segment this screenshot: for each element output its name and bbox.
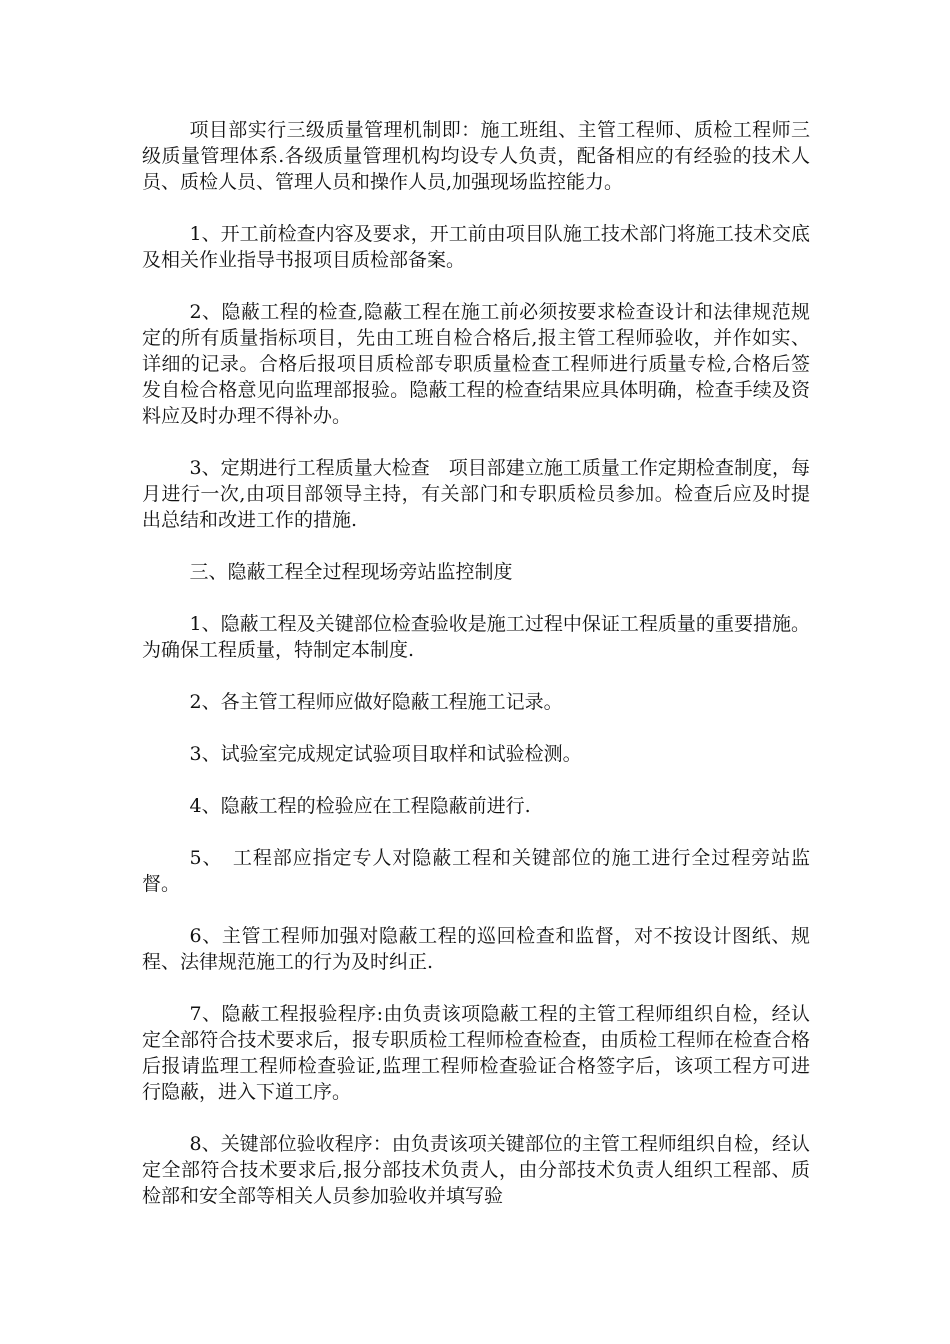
section-heading-3: 三、隐蔽工程全过程现场旁站监控制度 xyxy=(189,561,513,583)
paragraph-section3-item-5: 5、 工程部应指定专人对隐蔽工程和关键部位的施工进行全过程旁站监督。 xyxy=(142,847,810,895)
paragraph-quality-system: 项目部实行三级质量管理机制即：施工班组、主管工程师、质检工程师三级质量管理体系.各级质量管理机构均设专人负责，配备相应的有经验的技术人员、质检人员、管理人员和操作人员,加强现场监控能力。 xyxy=(142,119,810,193)
document-body xyxy=(142,117,810,1235)
paragraph-item-1-pre-construction: 1、开工前检查内容及要求，开工前由项目队施工技术部门将施工技术交底及相关作业指导书报项目质检部备案。 xyxy=(142,223,810,271)
paragraph-section3-item-1: 1、隐蔽工程及关键部位检查验收是施工过程中保证工程质量的重要措施。为确保工程质量，特制定本制度. xyxy=(142,613,810,661)
paragraph-section3-item-2: 2、各主管工程师应做好隐蔽工程施工记录。 xyxy=(189,691,563,713)
paragraph-section3-item-7: 7、隐蔽工程报验程序:由负责该项隐蔽工程的主管工程师组织自检，经认定全部符合技术要求后，报专职质检工程师检查检查，由质检工程师在检查合格后报请监理工程师检查验证,监理工程师检查验证合格签字后，该项工程方可进行隐蔽，进入下道工序。 xyxy=(142,1003,810,1103)
paragraph-section3-item-8: 8、关键部位验收程序：由负责该项关键部位的主管工程师组织自检，经认定全部符合技术要求后,报分部技术负责人，由分部技术负责人组织工程部、质检部和安全部等相关人员参加验收并填写验 xyxy=(142,1133,810,1207)
paragraph-item-3-periodic-inspection: 3、定期进行工程质量大检查 项目部建立施工质量工作定期检查制度，每月进行一次,由项目部领导主持，有关部门和专职质检员参加。检查后应及时提出总结和改进工作的措施. xyxy=(142,457,810,531)
paragraph-section3-item-4: 4、隐蔽工程的检验应在工程隐蔽前进行. xyxy=(189,795,531,817)
paragraph-section3-item-6: 6、主管工程师加强对隐蔽工程的巡回检查和监督，对不按设计图纸、规程、法律规范施工的行为及时纠正. xyxy=(142,925,810,973)
paragraph-section3-item-3: 3、试验室完成规定试验项目取样和试验检测。 xyxy=(189,743,582,765)
paragraph-item-2-concealed-inspection: 2、隐蔽工程的检查,隐蔽工程在施工前必须按要求检查设计和法律规范规定的所有质量指标项目，先由工班自检合格后,报主管工程师验收，并作如实、详细的记录。合格后报项目质检部专职质量检查工程师进行质量专检,合格后签发自检合格意见向监理部报验。隐蔽工程的检查结果应具体明确，检查手续及资料应及时办理不得补办。 xyxy=(142,301,810,427)
